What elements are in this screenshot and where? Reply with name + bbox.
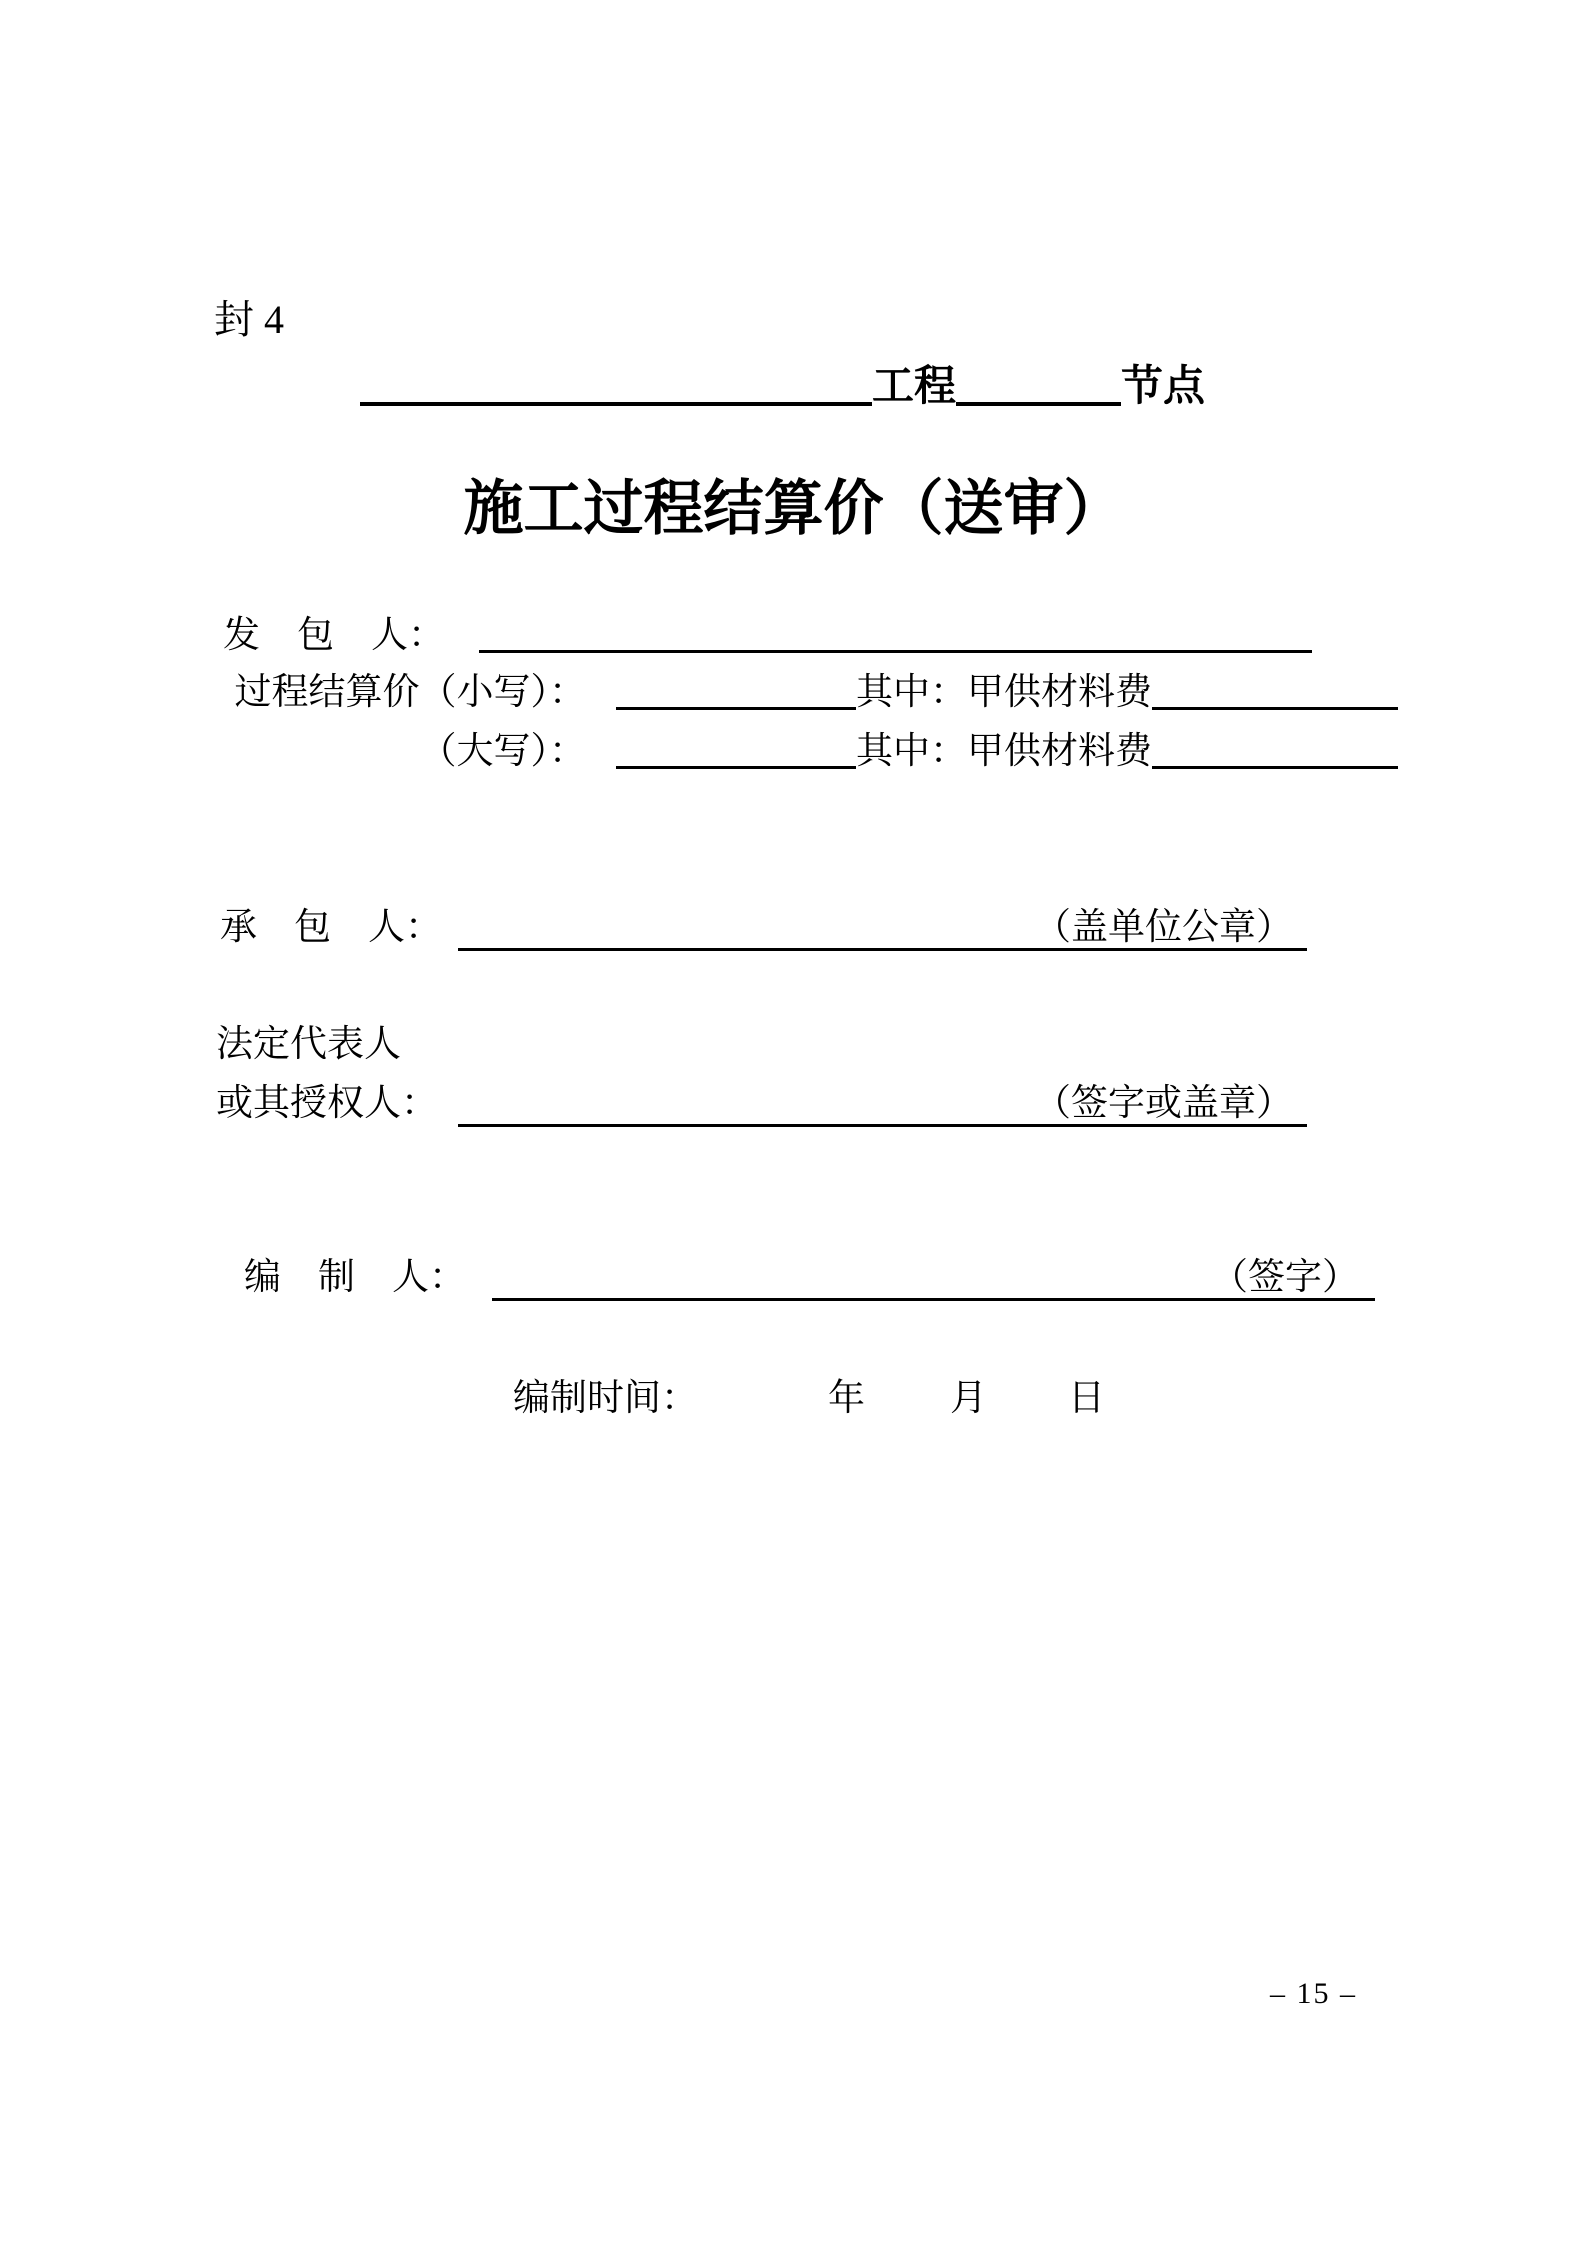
process-price-big-row <box>215 729 1398 775</box>
employer-row <box>223 613 1312 659</box>
process-price-small-row <box>215 670 1398 716</box>
among-label-big: 其中：甲供材料费 <box>856 731 1152 772</box>
price-small-blank <box>616 703 856 710</box>
legal-rep-label: 法定代表人 <box>216 1024 401 1065</box>
page-title: 施工过程结算价（送审） <box>463 476 1124 542</box>
compiler-blank <box>492 1259 1375 1301</box>
compile-time-row <box>513 1376 1105 1422</box>
material-fee-big-blank <box>1152 762 1398 769</box>
material-fee-small-blank <box>1152 703 1398 710</box>
contractor-blank <box>458 909 1307 951</box>
project-suffix-label: 工程 <box>872 364 957 410</box>
node-suffix-label: 节点 <box>1121 364 1206 410</box>
node-name-blank <box>956 398 1121 406</box>
among-label-small: 其中：甲供材料费 <box>856 672 1152 713</box>
process-price-small-label: 过程结算价（小写）： <box>234 672 586 713</box>
contractor-label: 承 包 人： <box>220 907 442 948</box>
contractor-row <box>220 905 1307 951</box>
sign-note: （签字） <box>1211 1257 1359 1298</box>
company-seal-note: （盖单位公章） <box>1034 907 1293 948</box>
compiler-label: 编 制 人： <box>244 1257 466 1298</box>
sign-or-seal-note: （签字或盖章） <box>1034 1083 1293 1124</box>
authorized-person-label: 或其授权人： <box>216 1083 438 1124</box>
project-name-blank <box>360 398 872 406</box>
compiler-row <box>244 1255 1375 1301</box>
legal-rep-row <box>216 1022 401 1068</box>
authorized-person-row <box>216 1081 1307 1127</box>
header-fill-line <box>360 362 1205 412</box>
year-label: 年 <box>828 1378 865 1419</box>
month-label: 月 <box>950 1378 987 1419</box>
page-number: – 15 – <box>1270 1977 1357 2010</box>
authorized-person-blank <box>458 1085 1307 1127</box>
process-price-big-label: （大写）： <box>419 731 586 772</box>
cover-label: 封 4 <box>214 297 284 342</box>
compile-time-label: 编制时间： <box>513 1378 698 1419</box>
day-label: 日 <box>1068 1378 1105 1419</box>
employer-label: 发 包 人： <box>223 615 445 656</box>
employer-blank <box>479 646 1312 653</box>
price-big-blank <box>616 762 856 769</box>
